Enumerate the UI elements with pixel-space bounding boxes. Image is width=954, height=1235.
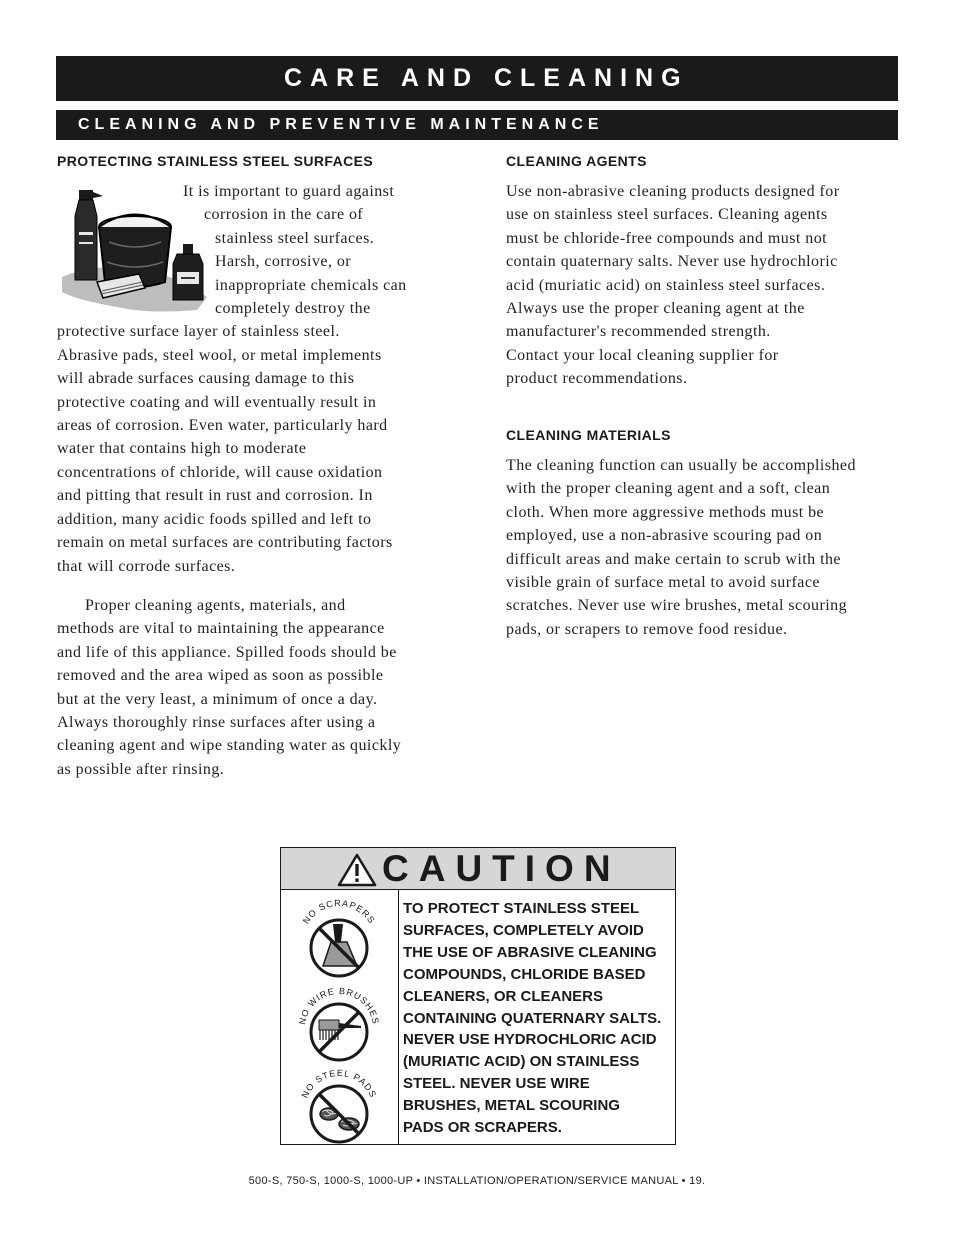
text-line: areas of corrosion. Even water, particularly hard xyxy=(57,417,388,435)
text-line: completely destroy the xyxy=(215,300,371,318)
text-line: Proper cleaning agents, materials, and xyxy=(85,596,346,614)
caution-line: CLEANERS, OR CLEANERS xyxy=(403,987,604,1005)
heading-protecting-stainless: PROTECTING STAINLESS STEEL SURFACES xyxy=(57,153,374,169)
section-title: CARE AND CLEANING xyxy=(56,56,898,101)
text-line: acid (muriatic acid) on stainless steel surfaces. xyxy=(506,276,826,294)
caution-header xyxy=(281,848,675,890)
cleaning-materials-body xyxy=(506,454,904,641)
caution-line: CONTAINING QUATERNARY SALTS. xyxy=(403,1009,662,1027)
text-line: water that contains high to moderate xyxy=(57,440,307,458)
caution-line: COMPOUNDS, CHLORIDE BASED xyxy=(403,965,646,983)
text-line: must be chloride-free compounds and must not xyxy=(506,229,828,247)
text-line: Contact your local cleaning supplier for xyxy=(506,346,779,364)
text-line: removed and the area wiped as soon as possible xyxy=(57,667,384,685)
text-line: contain quaternary salts. Never use hydrochloric xyxy=(506,253,838,271)
text-line: scratches. Never use wire brushes, metal scouring xyxy=(506,597,848,615)
text-line: pads, or scrapers to remove food residue. xyxy=(506,620,788,638)
left-column-body xyxy=(57,180,453,781)
text-line: cleaning agent and wipe standing water as quickly xyxy=(57,737,402,755)
text-line: but at the very least, a minimum of once a day. xyxy=(57,690,378,708)
icon-label: NO WIRE BRUSHES xyxy=(297,985,381,1026)
text-line: employed, use a non-abrasive scouring pad on xyxy=(506,527,823,545)
heading-cleaning-materials: CLEANING MATERIALS xyxy=(506,427,671,443)
text-line: corrosion in the care of xyxy=(204,206,364,224)
text-line: will abrade surfaces causing damage to this xyxy=(57,370,355,388)
caution-text xyxy=(403,898,675,1139)
text-line: as possible after rinsing. xyxy=(57,760,225,778)
caution-line: (MURIATIC ACID) ON STAINLESS xyxy=(403,1053,640,1071)
text-line: inappropriate chemicals can xyxy=(215,276,407,294)
text-line: Abrasive pads, steel wool, or metal implements xyxy=(57,346,382,364)
text-line: that will corrode surfaces. xyxy=(57,557,236,575)
text-line: The cleaning function can usually be accomplished xyxy=(506,457,856,474)
heading-cleaning-agents: CLEANING AGENTS xyxy=(506,153,647,169)
text-line: addition, many acidic foods spilled and left to xyxy=(57,510,372,528)
warning-triangle-icon xyxy=(337,853,377,887)
caution-icons-column xyxy=(281,890,399,1145)
no-steel-pads-icon xyxy=(291,1062,387,1144)
text-line: It is important to guard against xyxy=(183,183,395,200)
page-footer: 500-S, 750-S, 1000-S, 1000-UP • INSTALLATION/OPERATION/SERVICE MANUAL • 19. xyxy=(248,1175,706,1187)
text-line: remain on metal surfaces are contributing factors xyxy=(57,534,393,552)
caution-title: CAUTION xyxy=(382,848,621,889)
text-line: Use non-abrasive cleaning products designed for xyxy=(506,183,840,200)
caution-line: BRUSHES, METAL SCOURING xyxy=(403,1097,620,1115)
icon-label: NO STEEL PADS xyxy=(299,1067,379,1100)
text-line: methods are vital to maintaining the appearance xyxy=(57,620,385,638)
text-line: difficult areas and make certain to scrub with the xyxy=(506,550,841,568)
subsection-title: CLEANING AND PREVENTIVE MAINTENANCE xyxy=(56,110,898,140)
text-line: Harsh, corrosive, or xyxy=(215,253,352,271)
caution-line: SURFACES, COMPLETELY AVOID xyxy=(403,921,644,939)
text-line: product recommendations. xyxy=(506,370,688,388)
text-line: Always use the proper cleaning agent at the xyxy=(506,300,805,318)
text-line: visible grain of surface metal to avoid surface xyxy=(506,574,820,592)
text-line: manufacturer's recommended strength. xyxy=(506,323,771,341)
text-line: cloth. When more aggressive methods must be xyxy=(506,503,825,521)
text-line: stainless steel surfaces. xyxy=(215,229,375,247)
text-line: protective coating and will eventually result in xyxy=(57,393,377,411)
icon-label: NO SCRAPERS xyxy=(300,897,378,926)
text-line: with the proper cleaning agent and a soft, clean xyxy=(506,480,831,498)
caution-line: TO PROTECT STAINLESS STEEL xyxy=(403,900,640,917)
caution-line: NEVER USE HYDROCHLORIC ACID xyxy=(403,1031,657,1049)
caution-line: THE USE OF ABRASIVE CLEANING xyxy=(403,943,657,961)
text-line: and pitting that result in rust and corrosion. In xyxy=(57,487,373,505)
text-line: protective surface layer of stainless steel. xyxy=(57,323,340,341)
text-line: and life of this appliance. Spilled foods should be xyxy=(57,643,397,661)
no-wire-brushes-icon xyxy=(291,980,387,1062)
caution-box xyxy=(280,847,676,1145)
text-line: concentrations of chloride, will cause oxidation xyxy=(57,463,383,481)
caution-line: STEEL. NEVER USE WIRE xyxy=(403,1075,590,1093)
text-line: Always thoroughly rinse surfaces after using a xyxy=(57,713,376,731)
no-scrapers-icon xyxy=(291,896,387,978)
text-line: use on stainless steel surfaces. Cleaning agents xyxy=(506,206,828,224)
cleaning-agents-body xyxy=(506,180,904,391)
caution-line: PADS OR SCRAPERS. xyxy=(403,1119,562,1137)
